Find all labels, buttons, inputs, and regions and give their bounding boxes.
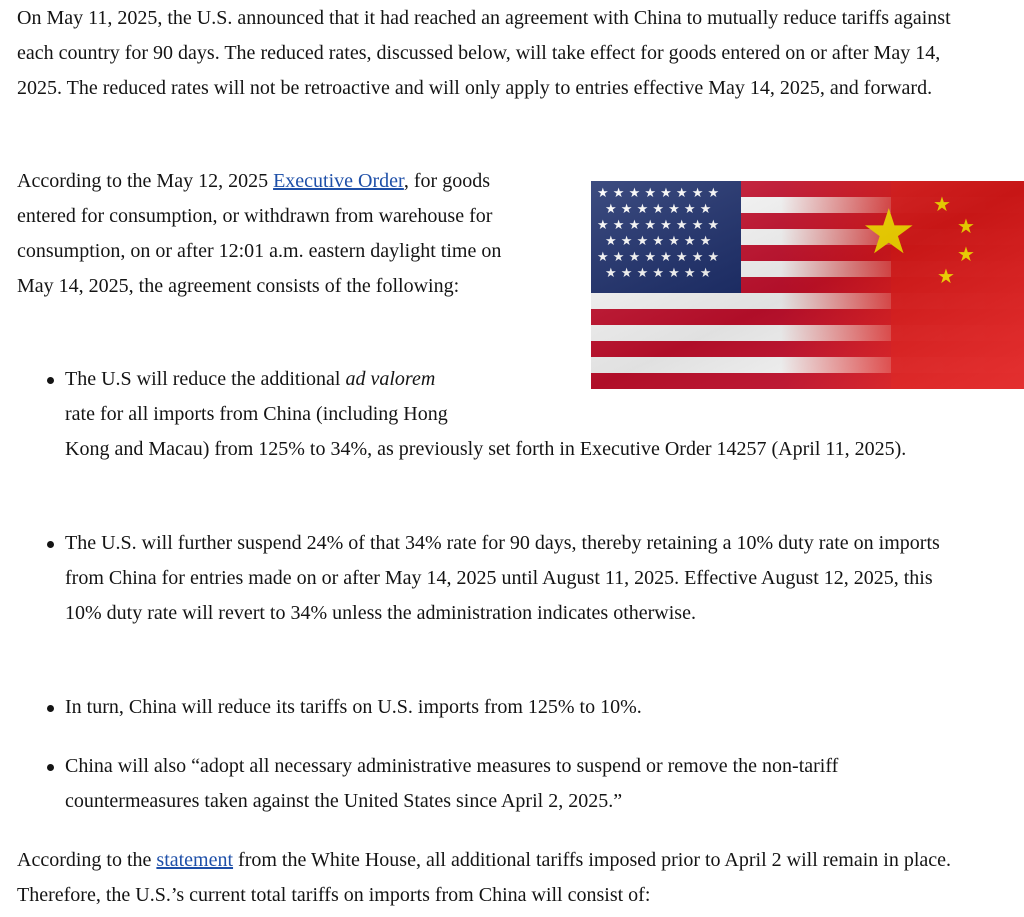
flags-graphic <box>591 181 1024 389</box>
executive-order-link[interactable]: Executive Order <box>273 170 404 192</box>
list-item: China will also “adopt all necessary administrative measures to suspend or remove the non-tariff countermeasures taken against the United States since April 2, 2025.” <box>17 749 962 819</box>
bullet1-rest: Kong and Macau) from 125% to 34%, as previously set forth in Executive Order 14257 (April 11, 2025). <box>65 438 907 460</box>
paragraph2-after: , for goods entered for consumption, or withdrawn from warehouse for consumption, on or after 12:01 a.m. eastern daylight time on May 14, 2025, the agreement consists of the following: <box>17 170 502 297</box>
bullet1-line2: rate for all imports from China (including Hong <box>65 403 448 425</box>
paragraph3-after: from the White House, all additional tariffs imposed prior to April 2 will remain in place. Therefore, the U.S.’s current total tariffs on imports from China will consist of: <box>17 849 952 906</box>
paragraph2-before: According to the May 12, 2025 <box>17 170 274 192</box>
list-item: The U.S. will further suspend 24% of that 34% rate for 90 days, thereby retaining a 10% duty rate on imports from China for entries made on or after May 14, 2025 until August 11, 2025. Effective August 12, 2025, this 10% duty rate will revert to 34% unless the administration indicates otherwise. <box>17 526 962 631</box>
bullet1-line1-text: The U.S will reduce the additional <box>65 368 346 390</box>
us-china-flags-image <box>591 181 1024 389</box>
ad-valorem-text: ad valorem <box>345 368 436 390</box>
bullet-list-3 <box>17 690 962 725</box>
executive-order-paragraph <box>17 164 542 304</box>
paragraph3-before: According to the <box>17 849 157 871</box>
bullet-list-1 <box>17 362 977 467</box>
statement-link[interactable]: statement <box>156 849 234 871</box>
bullet-list-2 <box>17 526 962 631</box>
intro-paragraph: On May 11, 2025, the U.S. announced that it had reached an agreement with China to mutually reduce tariffs against each country for 90 days. The reduced rates, discussed below, will take effect for goods entered on or after May 14, 2025. The reduced rates will not be retroactive and will only apply to entries effective May 14, 2025, and forward. <box>17 7 951 99</box>
list-item: In turn, China will reduce its tariffs on U.S. imports from 125% to 10%. <box>17 690 962 725</box>
bullet1-line1 <box>65 362 977 397</box>
bullet-list-4 <box>17 749 962 819</box>
white-house-paragraph <box>17 843 1017 913</box>
list-item <box>17 362 977 467</box>
